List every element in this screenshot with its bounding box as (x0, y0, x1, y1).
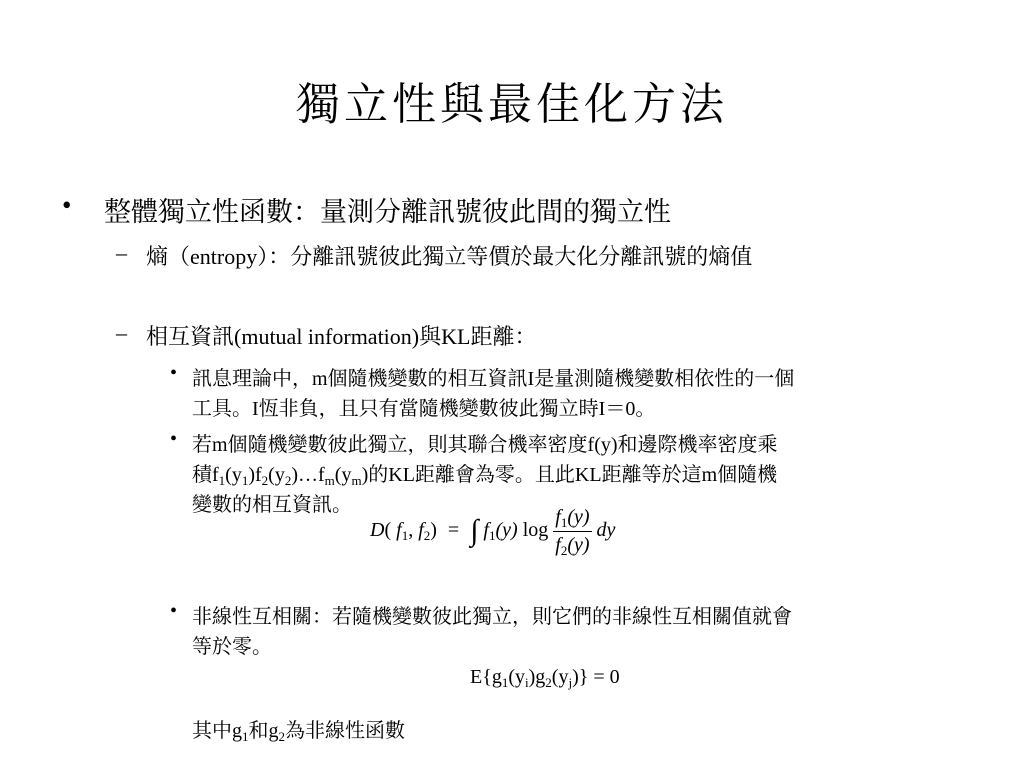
mi-dash: – (116, 320, 127, 345)
level1-text: 整體獨立性函數：量測分離訊號彼此間的獨立性 (104, 197, 671, 227)
nonlinear-function-note: 其中$g_1$和$g_2$為非線性函數 (192, 720, 405, 744)
integral-sign: ∫ (470, 514, 479, 548)
kl-formula: D( $f_1$, $f_2$) = ∫ $f_1(y)$ log $\frac{f_1(y)}{f_2(y)}$ dy (370, 506, 616, 558)
bullet-c-line1: 非線性互相關：若隨機變數彼此獨立，則它們的非線性互相關值就會 (192, 606, 792, 628)
bullet-b-line2: 積$f_1(y_1)f_2(y_2)\dots f_m(y_m)$的KL距離會為零。且此KL距離等於這m個隨機 (192, 464, 778, 488)
bullet-b-line1: 若m個隨機變數彼此獨立，則其聯合機率密度f(y)和邊際機率密度乘 (192, 434, 778, 456)
entropy-dash: – (116, 240, 127, 265)
bullet-c-marker: • (170, 600, 178, 622)
bullet-c-line2: 等於零。 (192, 636, 272, 658)
bullet-a-marker: • (170, 362, 178, 384)
log-fraction: $\frac{f_1(y)}{f_2(y)}$ (555, 506, 590, 558)
nonlinear-correlation-formula: $E\{g_1(y_i)g_2(y_j)\} = 0$ (470, 666, 620, 690)
bullet-b-marker: • (170, 428, 178, 450)
entropy-text: 熵（entropy）：分離訊號彼此獨立等價於最大化分離訊號的熵值 (146, 244, 753, 269)
mi-text: 相互資訊(mutual information)與KL距離： (146, 324, 537, 349)
bullet-b-line3: 變數的相互資訊。 (192, 494, 352, 516)
slide-title: 獨立性與最佳化方法 (296, 80, 728, 129)
bullet-a-line2: 工具。I恆非負，且只有當隨機變數彼此獨立時I＝0。 (192, 398, 656, 420)
level1-bullet: • (62, 190, 72, 220)
bullet-a-line1: 訊息理論中，m個隨機變數的相互資訊I是量測隨機變數相依性的一個 (192, 368, 795, 390)
